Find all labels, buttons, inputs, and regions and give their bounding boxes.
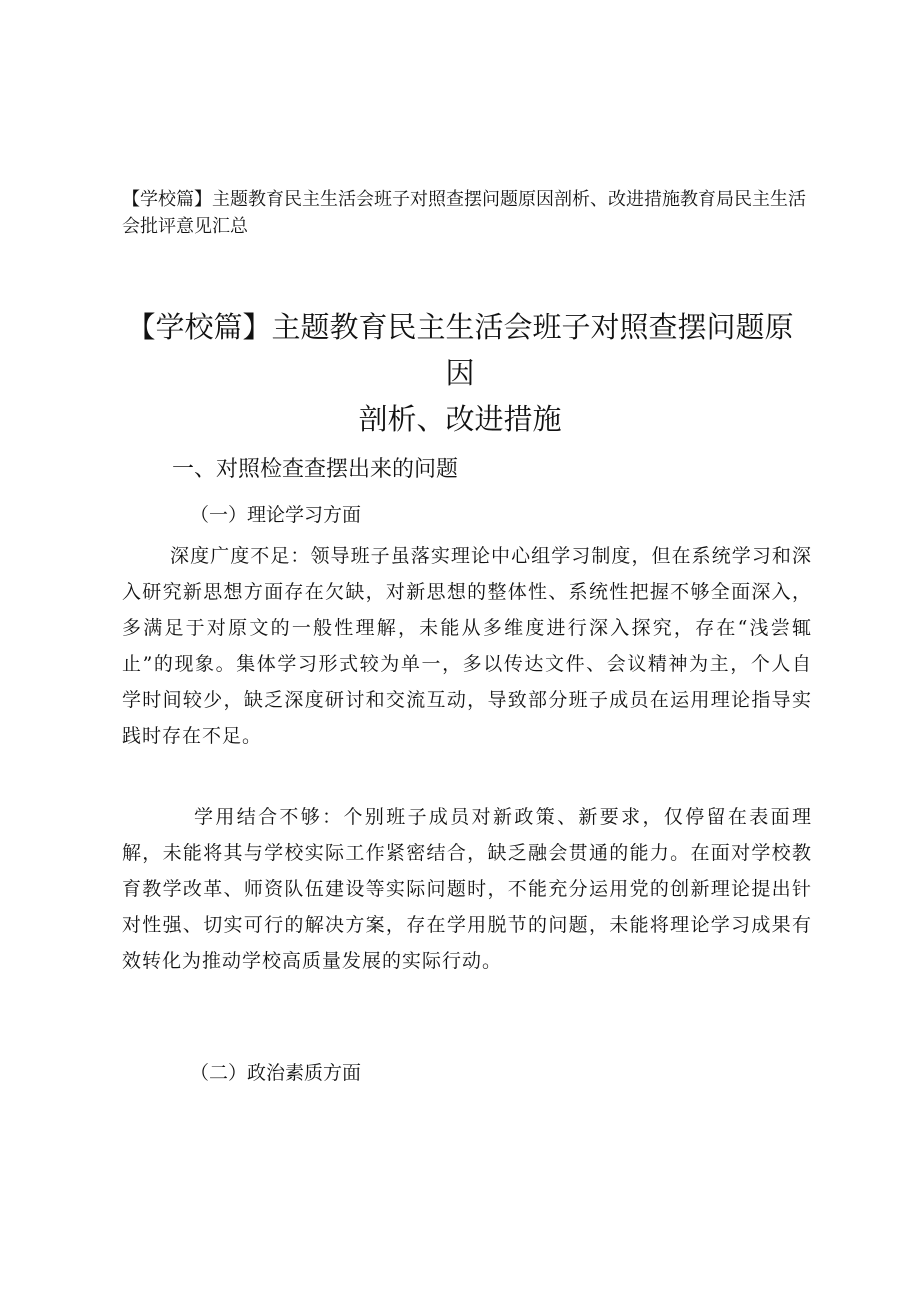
main-title-line2: 剖析、改进措施	[358, 402, 562, 436]
document-header: 【学校篇】主题教育民主生活会班子对照查摆问题原因剖析、改进措施教育局民主生活会批评意见汇总	[122, 189, 806, 237]
sub-heading-political-quality: （二）政治素质方面	[190, 1062, 362, 1084]
paragraph-depth-breadth: 深度广度不足：领导班子虽落实理论中心组学习制度，但在系统学习和深入研究新思想方面存在欠缺，对新思想的整体性、系统性把握不够全面深入，多满足于对原文的一般性理解，未能从多维度进行深入探究，存在“浅尝辄止”的现象。集体学习形式较为单一，多以传达文件、会议精神为主，个人自学时间较少，缺乏深度研讨和交流互动，导致部分班子成员在运用理论指导实践时存在不足。	[122, 545, 812, 747]
section-heading-problems: 一、对照检查查摆出来的问题	[172, 457, 459, 482]
paragraph-study-application: 学用结合不够：个别班子成员对新政策、新要求，仅停留在表面理解，未能将其与学校实际工作紧密结合，缺乏融会贯通的能力。在面对学校教育教学改革、师资队伍建设等实际问题时，不能充分运用党的创新理论提出针对性强、切实可行的解决方案，存在学用脱节的问题，未能将理论学习成果有效转化为推动学校高质量发展的实际行动。	[122, 806, 812, 972]
sub-heading-theory-study: （一）理论学习方面	[190, 504, 362, 526]
main-title-line1: 【学校篇】主题教育民主生活会班子对照查摆问题原因	[126, 310, 794, 390]
main-title	[120, 304, 800, 442]
